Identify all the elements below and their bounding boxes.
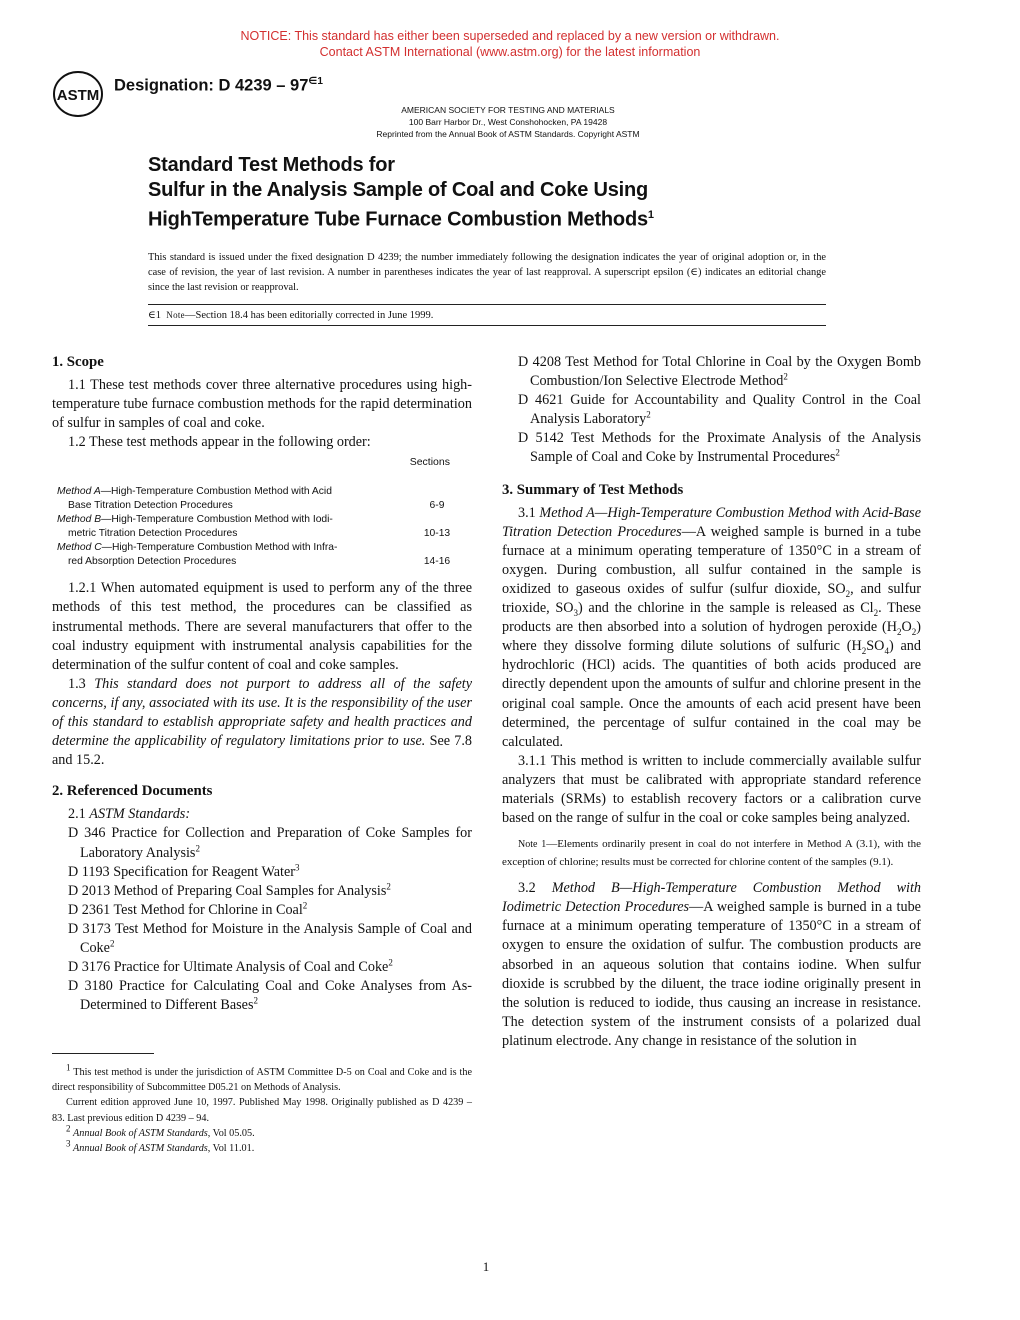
method-sections: 6-9 [429,500,445,512]
designation-epsilon: ∈1 [308,76,323,87]
astm-standards-label [52,805,472,824]
method-name: Method B [57,514,102,526]
s31-num: 3.1 [518,504,536,521]
reference-footnote: 2 [302,900,308,911]
s31-title: Method A—High-Temperature Combustion Method with Acid-Base Titration Detection Procedures [502,504,921,540]
s31-text: SO [866,638,885,655]
footnote-3-vol: , Vol 11.01. [207,1143,255,1155]
summary-3-1-1: 3.1.1 This method is written to include commercially available sulfur analyzers that must be calibrated with appropriate standard reference materials (SRMs) to establish recovery factors or a calibration curve based on the range of sulfur in the coal or coke samples being analyzed. [502,752,921,827]
note-1 [502,836,921,870]
footnote-2: $^2$ Annual Book of ASTM Standards, Vol 05.05. [66,1123,255,1139]
left-column [52,353,472,1015]
footnotes [52,1062,472,1156]
astm-logo [52,70,104,118]
society-address: 100 Barr Harbor Dr., West Conshohocken, PA 19428 [408,117,608,127]
designation [114,76,323,96]
footnote-3: $^3$ Annual Book of ASTM Standards, Vol 11.01. [66,1138,255,1155]
footnote-3-book: Annual Book of ASTM Standards [73,1143,208,1155]
s32-num: 3.2 [518,880,536,897]
note-1-label: Note 1 [518,839,547,851]
footnote-2-vol: , Vol 05.05. [207,1127,255,1139]
method-sections: 14-16 [423,556,451,568]
reference-code: D 2013 [68,882,111,899]
table-row [52,513,472,541]
s31-text: ) where they dissolve forming dilute solutions of sulfuric (H [502,619,921,655]
divider-top [148,304,826,305]
s31-text: —A weighed sample is burned in a tube furnace at a minimum operating temperature of 1350°C in a stream of oxygen. During combustion, all sulfur contained in the sample is oxidized to gaseous oxides of sulfur (sulfur dioxide, SO [502,523,921,597]
s31-text: , and sulfur trioxide, SO [502,580,921,617]
reference-item [52,882,472,901]
scope-heading: 1. Scope [52,354,104,370]
editorial-epsilon: ∈1 [148,310,162,321]
method-desc: —High-Temperature Combustion Method with Infra- [101,542,338,554]
s31-text: ) and the chlorine in the sample is released as Cl [578,600,874,617]
reference-title: Test Method for Moisture in the Analysis Sample of Coal and Coke [80,920,472,956]
reference-item [52,977,472,1015]
reference-footnote: 2 [646,409,651,420]
method-order-table [52,485,472,569]
summary-3-2 [502,879,921,1051]
method-name: Method C [57,542,102,554]
reference-code: D 3176 [68,959,111,976]
summary-heading: 3. Summary of Test Methods [502,481,684,498]
reference-item [502,429,921,467]
reference-title: Method of Preparing Coal Samples for Analysis [113,882,387,899]
footnote-1: $^1$ This test method is under the jurisdiction of ASTM Committee D-5 on Coal and Coke and is the direct responsibility of Subcommittee D05.21 on Methods of Analysis. [52,1062,472,1094]
reference-footnote: 2 [835,447,840,458]
sub-label: ASTM Standards: [89,806,191,823]
reference-item [502,353,921,391]
editorial-note-text: —Section 18.4 has been editorially corrected in June 1999. [184,310,434,321]
reference-code: D 1193 [68,863,110,880]
table-row [52,485,472,513]
reference-code: D 4208 [518,354,562,370]
editorial-note [148,309,433,321]
designation-label: Designation: D 4239 – 97 [114,76,309,95]
reference-title: Specification for Reagent Water [113,863,295,880]
s32-text: —A weighed sample is burned in a tube furnace at a minimum operating temperature of 1350°C in a stream of oxygen to ensure the oxidation of sulfur. The combustion products are absorbed in an aqueous solution that contains iodine. When sulfur dioxide is scrubbed by the diluent, the trace iodine originally present in the solution is reduced to iodide, thus causing an increase in resistance. The detection system of the instrument consists of a polarized dual platinum electrode. Any change in resistance of the solution in [502,899,921,1049]
method-name: Method A [57,486,101,498]
note-1-text: —Elements ordinarily present in coal do not interfere in Method A (3.1), with the exception of chlorine; results must be corrected for chlorine content of the samples (9.1). [502,838,921,868]
s32-title: Method B—High-Temperature Combustion Method with Iodimetric Detection Procedures [502,880,922,916]
page-number: 1 [482,1259,490,1274]
reference-title: Guide for Accountability and Quality Control in the Coal Analysis Laboratory [530,392,922,428]
method-desc: —High-Temperature Combustion Method with Acid [100,486,332,498]
reference-title: Practice for Ultimate Analysis of Coal and Coke [113,959,389,976]
page-title [148,153,848,233]
method-desc-cont: metric Titration Detection Procedures [68,528,238,540]
scope-1-3-tail: See 7.8 and 15.2. [52,733,473,769]
scope-1-1: 1.1 These test methods cover three alternative procedures using high-temperature tube furnace combustion methods for the rapid determination of sulfur in samples of coal and coke. [52,377,472,432]
reference-item [52,920,472,958]
society-info [290,104,726,140]
reference-title: Practice for Collection and Preparation of Coke Samples for Laboratory Analysis [80,825,473,861]
right-reference-list [502,353,921,468]
method-desc-cont: Base Titration Detection Procedures [68,500,233,512]
method-desc-cont: red Absorption Detection Procedures [68,556,237,568]
logo-text: ASTM [56,87,100,104]
reference-code: D 5142 [518,430,564,447]
reference-code: D 4621 [518,392,564,409]
reference-title: Practice for Calculating Coal and Coke Analyses from As-Determined to Different Bases [80,978,473,1014]
reference-footnote: 2 [253,995,258,1006]
reference-item [52,958,472,977]
reference-title: Test Method for Chlorine in Coal [113,901,303,918]
s31-text: ) and hydrochloric (HCl) acids. The quantities of both acids produced are directly dependent upon the amounts of sulfur and chlorine present in the original coal sample. Once the amounts of each acid present have been determined, the percentage of sulfur contained in the coal may be calculated. [502,638,921,750]
safety-caveat: This standard does not purport to address all of the safety concerns, if any, associated with its use. It is the responsibility of the user of this standard to establish appropriate safety and health practices and determine the applicability of regulatory limitations prior to use. [52,675,472,750]
reference-footnote: 2 [195,842,200,853]
supersession-notice [0,28,1020,60]
reference-title: Test Methods for the Proximate Analysis of the Analysis Sample of Coal and Coke by Instrumental Procedures [530,430,922,466]
reference-item [52,901,472,920]
reference-item [52,824,472,862]
reference-footnote: 2 [388,957,393,968]
reference-code: D 3180 [68,978,113,995]
reference-code: D 3173 [68,920,111,937]
reference-code: D 2361 [68,901,111,918]
s31-text: . These products are then absorbed into a solution of hydrogen peroxide (H [502,600,921,636]
scope-1-3 [52,675,472,770]
reference-title: Test Method for Total Chlorine in Coal by the Oxygen Bomb Combustion/Ion Selective Electrode Method [530,354,921,390]
footnote-rule [52,1053,154,1054]
society-name: AMERICAN SOCIETY FOR TESTING AND MATERIALS [401,105,615,115]
title-footnote-mark: 1 [647,209,654,221]
editorial-note-label: Note [166,310,185,320]
s31-text: O [901,619,912,636]
method-desc: —High-Temperature Combustion Method with Iodi- [101,514,333,526]
reference-footnote: 3 [294,861,300,872]
notice-line-1: NOTICE: This standard has either been superseded and replaced by a new version or withdrawn. [240,29,780,43]
reference-item [502,391,921,429]
sections-header: Sections [409,456,450,469]
reference-code: D 346 [68,825,106,842]
referenced-docs-heading: 2. Referenced Documents [52,783,213,800]
notice-line-2: Contact ASTM International (www.astm.org) for the latest information [319,45,701,59]
scope-1-3-num: 1.3 [68,675,86,692]
footnote-1-edition: Current edition approved June 10, 1997. Published May 1998. Originally published as D 4239 – 83. Last previous edition D 4239 – 94. [52,1097,472,1124]
right-column [502,353,921,1051]
society-reprint: Reprinted from the Annual Book of ASTM Standards. Copyright ASTM [376,129,640,139]
summary-3-1: 3.1 Method A—High-Temperature Combustion Method with Acid-Base Titration Detection Procedures—A weighed sample is burned in a tube furnace at a minimum operating temperature of 1350°C in a stream of oxygen. During combustion, all sulfur contained in the sample is oxidized to gaseous oxides of sulfur (sulfur dioxide, $SO_2$, and sulfur trioxide, $SO_3$) and the chlorine in the sample is released as $Cl_2$. These products are then absorbed into a solution of hydrogen peroxide $(H_2O_2)$ where they dissolve forming dilute solutions of sulfuric $(H_2SO_4)$ and hydrochloric (HCl) acids. The quantities of both acids produced are directly dependent upon the amounts of sulfur and chlorine present in the original coal sample. Once the amounts of each acid present have been determined, the percentage of sulfur contained in the coal may be calculated. [502,504,921,750]
reference-footnote: 2 [109,938,115,949]
issuance-statement: This standard is issued under the fixed designation D 4239; the number immediately following the designation indicates the year of original adoption or, in the case of revision, the year of last revision. A number in parentheses indicates the year of last reapproval. A superscript epsilon (∈) indicates an editorial change since the last revision or reapproval. [148,252,826,293]
title-line-2: Sulfur in the Analysis Sample of Coal and Coke Using [148,179,649,201]
method-sections: 10-13 [423,528,451,540]
footnote-1-text: This test method is under the jurisdiction of ASTM Committee D-5 on Coal and Coke and is the direct responsibility of Subcommittee D05.21 on Methods of Analysis. [52,1067,472,1094]
table-row [52,541,472,569]
title-line-3: HighTemperature Tube Furnace Combustion Methods [148,208,648,231]
left-reference-list [52,824,472,1015]
reference-item [52,863,472,882]
scope-1-2: 1.2 These test methods appear in the following order: [68,434,371,451]
reference-footnote: 2 [386,880,391,891]
title-line-1: Standard Test Methods for [148,154,395,176]
scope-1-2-1: 1.2.1 When automated equipment is used to perform any of the three methods of this test method, the procedures can be classified as instrumental methods. There are several manufacturers that offer to the coal industry equipment with instrumental analysis capabilities for the determination of the sulfur content of coal and coke samples. [52,580,472,673]
reference-footnote: 2 [783,371,788,382]
sub-num: 2.1 [68,806,86,823]
divider-bottom [148,325,826,326]
footnote-2-book: Annual Book of ASTM Standards [73,1127,208,1139]
